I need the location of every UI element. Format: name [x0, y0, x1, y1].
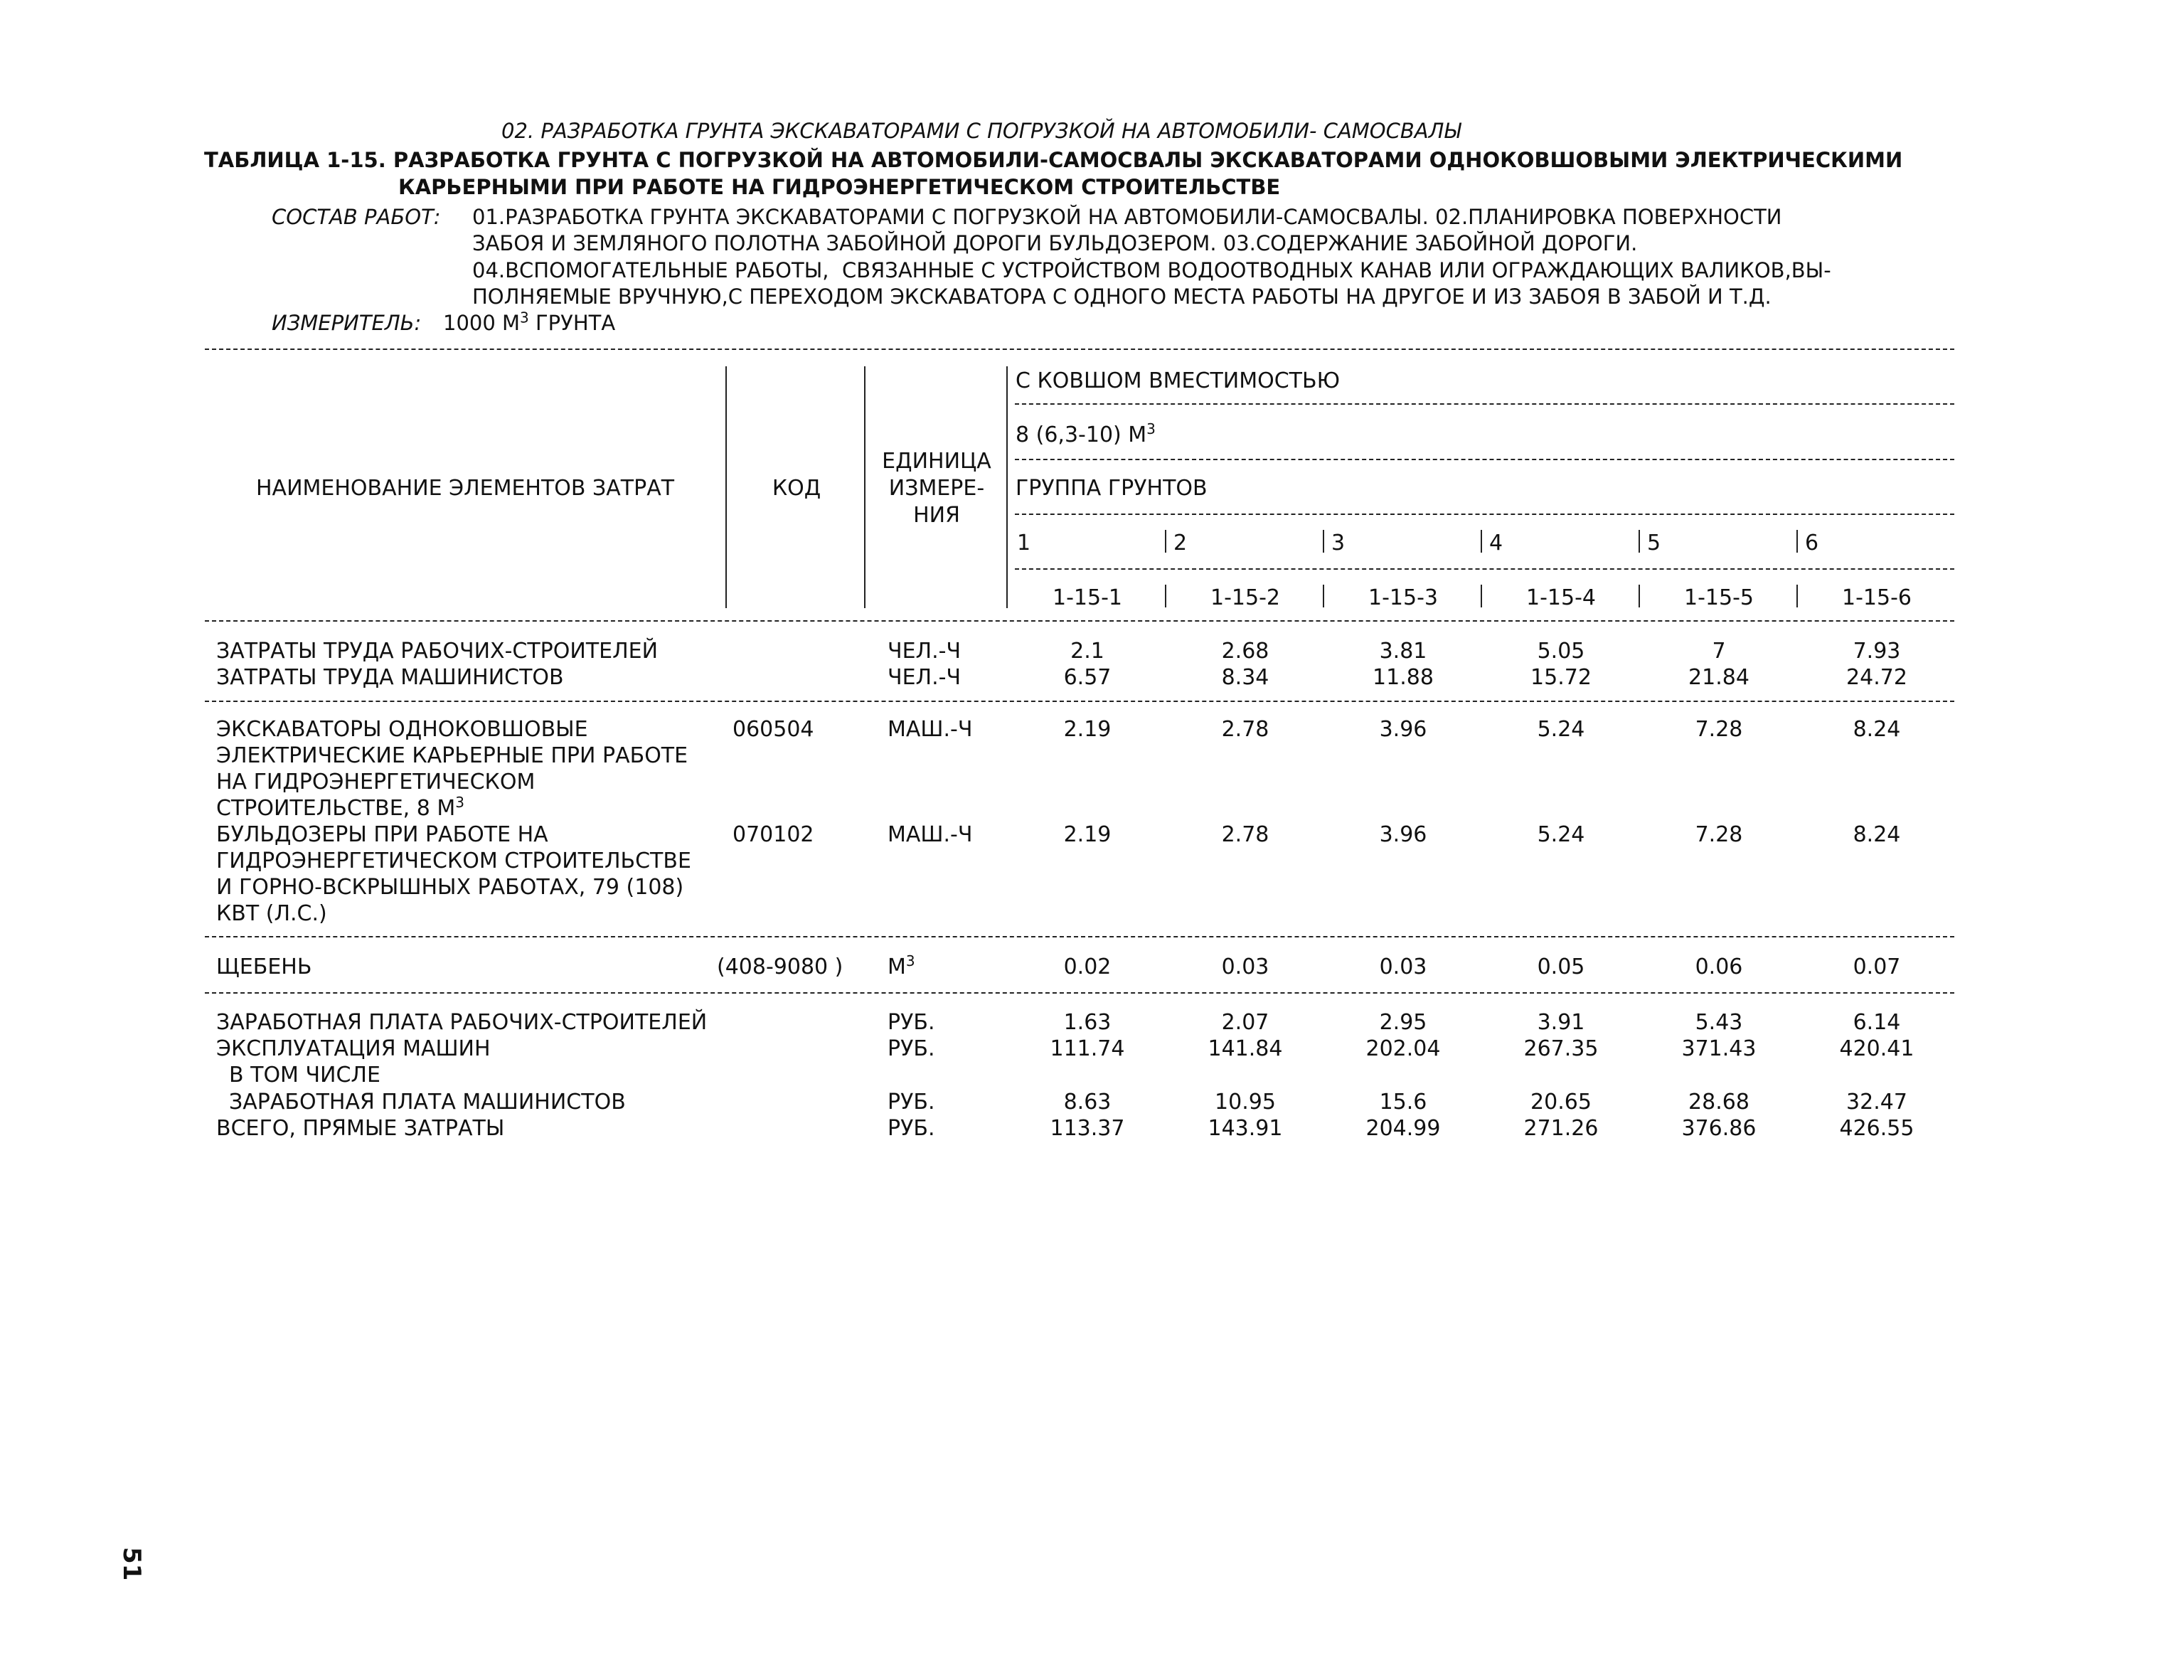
value-cell: 1.63 [1063, 1010, 1112, 1035]
group-separator [1639, 530, 1640, 553]
row-name-bulldozers: БУЛЬДОЗЕРЫ ПРИ РАБОТЕ НА [216, 822, 548, 847]
row-name-machine-ops: ЭКСПЛУАТАЦИЯ МАШИН [216, 1036, 491, 1061]
row-name-including: В ТОМ ЧИСЛЕ [229, 1063, 380, 1088]
row-name-wage-operators: ЗАРАБОТНАЯ ПЛАТА МАШИНИСТОВ [229, 1090, 626, 1115]
value-cell: 267.35 [1523, 1036, 1599, 1061]
value-cell: 202.04 [1365, 1036, 1441, 1061]
value-cell: 20.65 [1530, 1090, 1592, 1115]
rule-section [205, 992, 1954, 994]
value-cell: 143.91 [1208, 1116, 1283, 1141]
value-cell: 2.07 [1221, 1010, 1269, 1035]
code-separator [1639, 585, 1640, 607]
code-separator [1165, 585, 1166, 607]
group-number: 4 [1489, 531, 1503, 555]
value-cell: 111.74 [1050, 1036, 1125, 1061]
value-cell: 10.95 [1215, 1090, 1276, 1115]
group-separator [1323, 530, 1324, 553]
header-unit: ИЗМЕРЕ- [888, 476, 985, 501]
value-cell: 7.93 [1853, 639, 1901, 664]
row-name-total: ВСЕГО, ПРЯМЫЕ ЗАТРАТЫ [216, 1116, 505, 1141]
row-unit: РУБ. [888, 1090, 935, 1115]
row-unit: $М^3$ [888, 952, 915, 979]
group-separator [1796, 530, 1798, 553]
col-separator [864, 366, 865, 608]
value-cell: 5.24 [1537, 717, 1585, 742]
value-cell: 8.34 [1221, 665, 1269, 690]
rule-section [205, 936, 1954, 937]
rule-header [1015, 568, 1954, 570]
row-name-excavators: ЭКСКАВАТОРЫ ОДНОКОВШОВЫЕ [216, 717, 588, 742]
value-cell: 2.68 [1221, 639, 1269, 664]
value-cell: 2.19 [1063, 822, 1112, 847]
row-unit: МАШ.-Ч [888, 717, 973, 742]
code-separator [1481, 585, 1482, 607]
value-cell: 8.63 [1063, 1090, 1112, 1115]
value-cell: 0.06 [1695, 955, 1743, 979]
value-cell: 32.47 [1846, 1090, 1907, 1115]
row-code: 070102 [733, 822, 814, 847]
row-name-bulldozers: И ГОРНО-ВСКРЫШНЫХ РАБОТАХ, 79 (108) [216, 875, 684, 900]
value-cell: 8.24 [1853, 822, 1901, 847]
value-cell: 7.28 [1695, 822, 1743, 847]
row-unit: РУБ. [888, 1116, 935, 1141]
value-cell: 113.37 [1050, 1116, 1125, 1141]
value-cell: 15.72 [1530, 665, 1592, 690]
group-separator [1165, 530, 1166, 553]
value-cell: 3.91 [1537, 1010, 1585, 1035]
value-cell: 2.1 [1070, 639, 1104, 664]
group-number: 2 [1173, 531, 1188, 555]
composition-line: ЗАБОЯ И ЗЕМЛЯНОГО ПОЛОТНА ЗАБОЙНОЙ ДОРОГИ БУЛЬДОЗЕРОМ. 03.СОДЕРЖАНИЕ ЗАБОЙНОЙ ДОРОГИ. [472, 231, 1638, 255]
group-number: 3 [1331, 531, 1346, 555]
group-number: 5 [1647, 531, 1661, 555]
row-name-labor-operators: ЗАТРАТЫ ТРУДА МАШИНИСТОВ [216, 665, 564, 690]
meter-label: ИЗМЕРИТЕЛЬ: [272, 311, 422, 335]
rate-code: 1-15-1 [1053, 585, 1122, 610]
value-cell: 15.6 [1379, 1090, 1427, 1115]
composition-line: 01.РАЗРАБОТКА ГРУНТА ЭКСКАВАТОРАМИ С ПОГРУЗКОЙ НА АВТОМОБИЛИ-САМОСВАЛЫ. 02.ПЛАНИРОВКА ПОВЕРХНОСТИ [472, 205, 1782, 229]
value-cell: 0.02 [1063, 955, 1112, 979]
row-unit: ЧЕЛ.-Ч [888, 639, 962, 664]
rate-code: 1-15-2 [1210, 585, 1280, 610]
col-separator [725, 366, 727, 608]
code-separator [1323, 585, 1324, 607]
header-unit: ЕДИНИЦА [882, 449, 991, 474]
section-title: 02. РАЗРАБОТКА ГРУНТА ЭКСКАВАТОРАМИ С ПОГРУЗКОЙ НА АВТОМОБИЛИ- САМОСВАЛЫ [501, 119, 1461, 143]
col-separator [1006, 366, 1008, 608]
rule-top [205, 349, 1954, 350]
value-cell: 3.96 [1379, 822, 1427, 847]
group-separator [1481, 530, 1482, 553]
table-title-line1: ТАБЛИЦА 1-15. РАЗРАБОТКА ГРУНТА С ПОГРУЗКОЙ НА АВТОМОБИЛИ-САМОСВАЛЫ ЭКСКАВАТОРАМИ ОДНОКОВШОВЫМИ ЭЛЕКТРИЧЕСКИМИ [204, 148, 1903, 172]
page-number: 51 [117, 1547, 146, 1581]
value-cell: 8.24 [1853, 717, 1901, 742]
rate-code: 1-15-5 [1684, 585, 1754, 610]
value-cell: 6.57 [1063, 665, 1112, 690]
row-code: 060504 [733, 717, 814, 742]
value-cell: 5.05 [1537, 639, 1585, 664]
value-cell: 141.84 [1208, 1036, 1283, 1061]
group-number: 1 [1017, 531, 1031, 555]
value-cell: 271.26 [1523, 1116, 1599, 1141]
meter-value: 1000 $М^3$ ГРУНТА [443, 309, 616, 335]
value-cell: 0.03 [1379, 955, 1427, 979]
code-separator [1796, 585, 1798, 607]
row-unit: РУБ. [888, 1010, 935, 1035]
composition-line: ПОЛНЯЕМЫЕ ВРУЧНУЮ,С ПЕРЕХОДОМ ЭКСКАВАТОРА С ОДНОГО МЕСТА РАБОТЫ НА ДРУГОЕ И ИЗ ЗАБОЯ В ЗАБОЙ И Т.Д. [472, 285, 1772, 309]
row-name-wage-workers: ЗАРАБОТНАЯ ПЛАТА РАБОЧИХ-СТРОИТЕЛЕЙ [216, 1010, 708, 1035]
row-name-bulldozers: КВТ (Л.С.) [216, 901, 327, 926]
rate-code: 1-15-4 [1526, 585, 1596, 610]
row-name-gravel: ЩЕБЕНЬ [216, 955, 312, 979]
value-cell: 371.43 [1681, 1036, 1757, 1061]
value-cell: 5.43 [1695, 1010, 1743, 1035]
value-cell: 2.78 [1221, 822, 1269, 847]
row-name-bulldozers: ГИДРОЭНЕРГЕТИЧЕСКОМ СТРОИТЕЛЬСТВЕ [216, 849, 691, 873]
value-cell: 376.86 [1681, 1116, 1757, 1141]
header-bucket: С КОВШОМ ВМЕСТИМОСТЬЮ [1016, 368, 1340, 393]
value-cell: 5.24 [1537, 822, 1585, 847]
header-name: НАИМЕНОВАНИЕ ЭЛЕМЕНТОВ ЗАТРАТ [256, 476, 675, 501]
value-cell: 7.28 [1695, 717, 1743, 742]
header-bucket-size: 8 (6,3-10) $М^3$ [1016, 420, 1156, 447]
header-unit: НИЯ [913, 503, 960, 528]
rate-code: 1-15-6 [1842, 585, 1912, 610]
header-code: КОД [772, 476, 821, 501]
value-cell: 420.41 [1839, 1036, 1914, 1061]
value-cell: 11.88 [1373, 665, 1434, 690]
value-cell: 2.78 [1221, 717, 1269, 742]
composition-label: СОСТАВ РАБОТ: [272, 205, 441, 229]
value-cell: 0.05 [1537, 955, 1585, 979]
row-name-excavators: СТРОИТЕЛЬСТВЕ, 8 $М^3$ [216, 794, 464, 821]
value-cell: 24.72 [1846, 665, 1907, 690]
row-unit: МАШ.-Ч [888, 822, 973, 847]
rule-header [1015, 459, 1954, 460]
value-cell: 3.81 [1379, 639, 1427, 664]
value-cell: 28.68 [1688, 1090, 1749, 1115]
rule-header [1015, 403, 1954, 405]
value-cell: 3.96 [1379, 717, 1427, 742]
row-name-excavators: ЭЛЕКТРИЧЕСКИЕ КАРЬЕРНЫЕ ПРИ РАБОТЕ [216, 743, 688, 768]
row-code: (408-9080 ) [717, 955, 843, 979]
header-soil-group: ГРУППА ГРУНТОВ [1016, 476, 1208, 501]
composition-line: 04.ВСПОМОГАТЕЛЬНЫЕ РАБОТЫ, СВЯЗАННЫЕ С УСТРОЙСТВОМ ВОДООТВОДНЫХ КАНАВ ИЛИ ОГРАЖДАЮЩИХ ВАЛИКОВ,ВЫ- [472, 258, 1831, 282]
rule-header-bottom [205, 620, 1954, 622]
rate-code: 1-15-3 [1368, 585, 1438, 610]
value-cell: 7 [1712, 639, 1726, 664]
value-cell: 6.14 [1853, 1010, 1901, 1035]
table-title-line2: КАРЬЕРНЫМИ ПРИ РАБОТЕ НА ГИДРОЭНЕРГЕТИЧЕСКОМ СТРОИТЕЛЬСТВЕ [398, 175, 1281, 199]
value-cell: 204.99 [1365, 1116, 1441, 1141]
row-name-excavators: НА ГИДРОЭНЕРГЕТИЧЕСКОМ [216, 770, 536, 794]
value-cell: 0.03 [1221, 955, 1269, 979]
value-cell: 2.19 [1063, 717, 1112, 742]
value-cell: 2.95 [1379, 1010, 1427, 1035]
value-cell: 426.55 [1839, 1116, 1914, 1141]
group-number: 6 [1805, 531, 1819, 555]
value-cell: 0.07 [1853, 955, 1901, 979]
row-name-labor-workers: ЗАТРАТЫ ТРУДА РАБОЧИХ-СТРОИТЕЛЕЙ [216, 639, 659, 664]
row-unit: РУБ. [888, 1036, 935, 1061]
value-cell: 21.84 [1688, 665, 1749, 690]
rule-section [205, 701, 1954, 702]
row-unit: ЧЕЛ.-Ч [888, 665, 962, 690]
rule-header [1015, 514, 1954, 515]
